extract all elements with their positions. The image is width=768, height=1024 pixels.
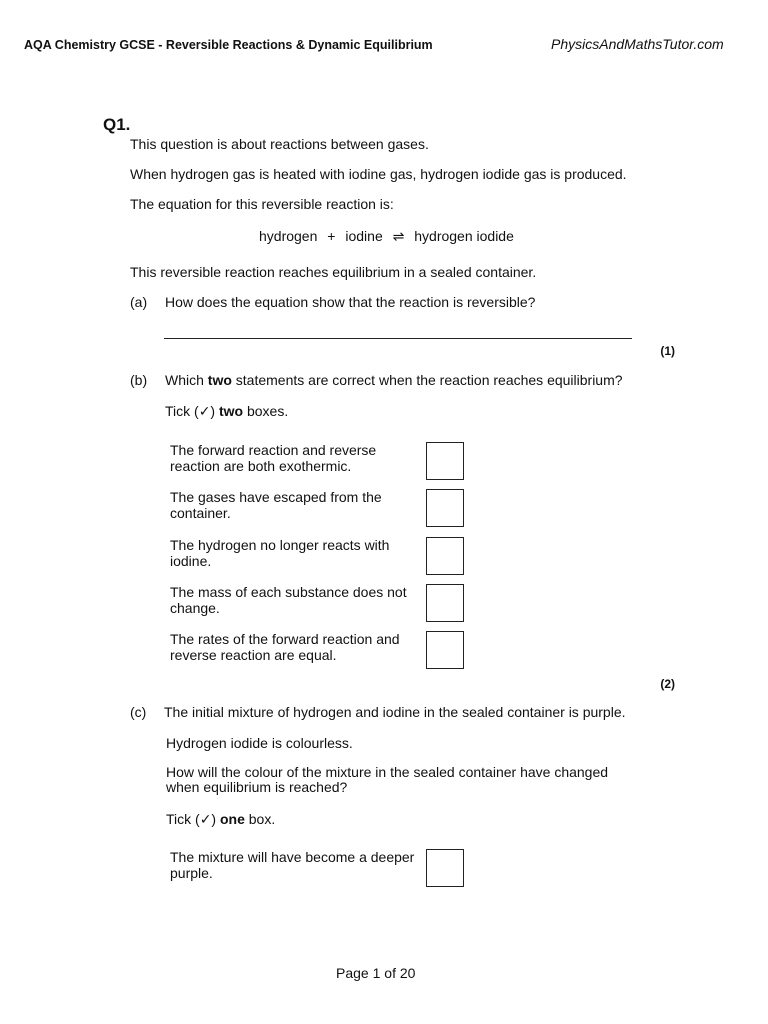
part-a-label: (a)	[130, 294, 148, 310]
reaction-equation	[259, 228, 514, 245]
part-a-marks: (1)	[660, 344, 675, 358]
reactant-hydrogen: hydrogen	[259, 228, 318, 244]
option-text: The forward reaction and reverse reaction are both exothermic.	[170, 442, 377, 474]
equation-intro: The equation for this reversible reaction is:	[130, 196, 394, 212]
question-number: Q1.	[103, 115, 131, 134]
option-text: The gases have escaped from the container.	[170, 489, 382, 521]
option-row	[170, 489, 470, 529]
tick-box[interactable]	[426, 849, 464, 887]
tick-box[interactable]	[426, 631, 464, 669]
part-c-label: (c)	[130, 704, 147, 720]
option-text: The hydrogen no longer reacts with iodine.	[170, 537, 390, 569]
plus-sign: +	[327, 228, 336, 244]
page-indicator: Page 1 of 20	[336, 965, 416, 981]
part-b-tick-instruction: Tick (✓) two boxes.	[165, 403, 289, 419]
question-context: When hydrogen gas is heated with iodine gas, hydrogen iodide gas is produced.	[130, 166, 627, 182]
equilibrium-note: This reversible reaction reaches equilibrium in a sealed container.	[130, 264, 537, 280]
option-row	[170, 584, 470, 624]
option-text: The mixture will have become a deeper purple.	[170, 849, 415, 881]
part-c-question-line1: How will the colour of the mixture in the sealed container have changed	[166, 764, 609, 780]
part-b-question: Which two statements are correct when the reaction reaches equilibrium?	[165, 372, 623, 388]
site-name: PhysicsAndMathsTutor.com	[551, 36, 724, 52]
reactant-iodine: iodine	[345, 228, 383, 244]
tick-box[interactable]	[426, 584, 464, 622]
option-row	[170, 442, 470, 482]
option-row	[170, 849, 470, 889]
tick-box[interactable]	[426, 442, 464, 480]
tick-box[interactable]	[426, 537, 464, 575]
part-c-tick-instruction: Tick (✓) one box.	[166, 811, 276, 827]
reversible-arrow-icon: ⇌	[392, 228, 405, 244]
part-b-marks: (2)	[660, 677, 675, 691]
document-header-title: AQA Chemistry GCSE - Reversible Reactions & Dynamic Equilibrium	[24, 38, 433, 52]
option-text: The rates of the forward reaction and reverse reaction are equal.	[170, 631, 400, 663]
part-b-label: (b)	[130, 372, 148, 388]
option-row	[170, 537, 470, 577]
question-intro: This question is about reactions between gases.	[130, 136, 429, 152]
option-row	[170, 631, 470, 671]
tick-box[interactable]	[426, 489, 464, 527]
part-c-note: Hydrogen iodide is colourless.	[166, 735, 353, 751]
part-c-question-line2: when equilibrium is reached?	[166, 779, 348, 795]
part-a-question: How does the equation show that the reaction is reversible?	[165, 294, 536, 310]
part-a-answer-line[interactable]	[164, 338, 632, 339]
product-hydrogen-iodide: hydrogen iodide	[414, 228, 514, 244]
option-text: The mass of each substance does not change.	[170, 584, 407, 616]
part-c-text: The initial mixture of hydrogen and iodine in the sealed container is purple.	[164, 704, 626, 720]
